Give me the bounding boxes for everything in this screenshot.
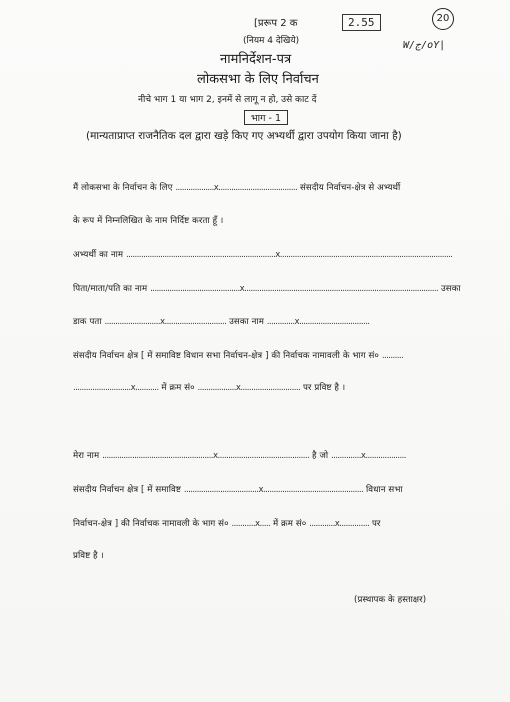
part-note: (मान्यताप्राप्त राजनैतिक दल द्वारा खड़े किए गए अभ्यर्थी द्वारा उपयोग किया जाना है) [86, 130, 402, 142]
strike-mark: x [360, 451, 366, 461]
line-1 [73, 181, 400, 193]
strike-mark: x [159, 317, 165, 327]
circled-number: 20 [432, 8, 454, 30]
strike-mark: x [294, 317, 299, 327]
line-11: प्रविष्ट है । [73, 551, 104, 561]
line-1-text-b: संसदीय निर्वाचन-क्षेत्र से अभ्यर्थी [300, 183, 401, 193]
line-1-text-a: मैं लोकसभा के निर्वाचन के लिए [73, 183, 173, 193]
line-9-text-b: विधान सभा [366, 485, 403, 495]
line-7 [73, 381, 345, 393]
proposer-part-no-blank[interactable]: ...........x..... [231, 519, 271, 529]
proposer-detail-blank[interactable]: ..............x................... [331, 451, 406, 461]
strike-mark: x [213, 183, 219, 193]
form-number: [प्ररूप 2 क [254, 18, 298, 29]
line-4 [73, 282, 461, 294]
line-2: के रूप में निम्नलिखित के नाम निर्दिष्ट करता हूँ । [73, 216, 224, 226]
postal-address-blank[interactable]: ..........................x............................. [104, 317, 227, 327]
rule-reference: (नियम 4 देखिये) [243, 36, 300, 46]
postal-address-label: डाक पता [73, 317, 102, 327]
his-name-blank[interactable]: .............x................................. [266, 317, 370, 327]
proposer-name-blank[interactable]: ....................................................x........................................... [102, 451, 310, 461]
parent-name-label: पिता/माता/पति का नाम [73, 284, 148, 294]
strike-mark: x [239, 284, 245, 294]
line-9-text-a: संसदीय निर्वाचन क्षेत्र [ में समाविष्ट [73, 485, 181, 495]
line-6-text: संसदीय निर्वाचन क्षेत्र [ में समाविष्ट विधान सभा निर्वाचन-क्षेत्र ] की निर्वाचक नामावली के भाग सं० [73, 351, 379, 361]
proposer-serial-no-blank[interactable]: ............x.............. [309, 519, 370, 529]
strike-mark: x [212, 451, 218, 461]
line-9 [73, 483, 403, 495]
line-10-text-a: निर्वाचन-क्षेत्र ] की निर्वाचक नामावली के भाग सं० [73, 519, 229, 529]
line-6 [73, 349, 403, 361]
strike-mark: x [258, 485, 263, 495]
parent-name-blank[interactable]: ..........................................x........................................................................................... [150, 284, 439, 294]
proposer-signature-label: (प्रस्थापक के हस्ताक्षर) [354, 595, 427, 605]
strike-mark: x [275, 250, 280, 260]
part-label: भाग - 1 [244, 110, 288, 125]
my-name-label: मेरा नाम [73, 451, 100, 461]
candidate-name-label: अभ्यर्थी का नाम [73, 250, 124, 260]
line-10-text-b: में क्रम सं० [272, 519, 307, 529]
strike-mark: x [130, 383, 136, 393]
line-8 [73, 449, 406, 461]
serial-no-blank[interactable]: ..................x............................ [197, 383, 301, 393]
strike-mark: x [334, 519, 340, 529]
line-3 [73, 248, 452, 260]
part-no-blank-1[interactable]: .......... [381, 351, 404, 361]
instruction-text: नीचे भाग 1 या भाग 2, इनमें से लागू न हो, उसे काट दें [138, 95, 317, 105]
strike-mark: x [254, 519, 260, 529]
line-10-text-c: पर [371, 519, 381, 529]
form-subtitle: लोकसभा के लिए निर्वाचन [197, 72, 319, 87]
line-7-text-b: पर प्रविष्ट है । [302, 383, 346, 393]
line-10 [73, 517, 381, 529]
candidate-name-blank[interactable]: ......................................................................x................................................................................. [126, 250, 453, 260]
assembly-constituency-blank[interactable]: ...................................x............................................... [183, 485, 364, 495]
handwritten-note: W/ج/oY| [403, 40, 446, 51]
constituency-blank[interactable]: ..................x..................................... [175, 183, 298, 193]
serial-no-label: में क्रम सं० [161, 383, 195, 393]
line-4-text-b: उसका [440, 284, 461, 294]
line-8-text-b: है जो [311, 451, 329, 461]
stamp-number: 2.55 [342, 14, 381, 31]
part-no-blank-2[interactable]: ...........................x........... [73, 383, 159, 393]
line-5 [73, 315, 369, 327]
form-title: नामनिर्देशन-पत्र [220, 52, 292, 67]
strike-mark: x [235, 383, 241, 393]
his-name-label: उसका नाम [229, 317, 264, 327]
